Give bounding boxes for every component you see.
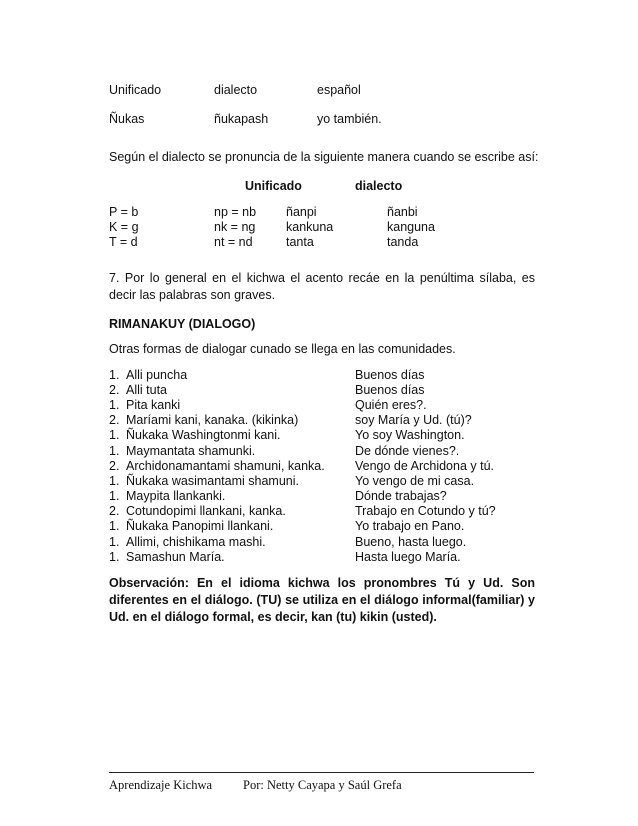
dialog-speaker-number: 1. (109, 368, 120, 382)
footer-divider (109, 772, 534, 773)
dialog-speaker-number: 1. (109, 444, 120, 458)
dialog-kichwa: Maypita llankanki. (126, 489, 226, 503)
dialog-spanish: Hasta luego María. (355, 550, 461, 564)
pron-rule1: K = g (109, 220, 139, 234)
dialog-speaker-number: 2. (109, 504, 120, 518)
dialog-spanish: Dónde trabajas? (355, 489, 447, 503)
dialog-kichwa: Maríami kani, kanaka. (kikinka) (126, 413, 299, 427)
dialog-spanish: Vengo de Archidona y tú. (355, 459, 494, 473)
dialog-row (109, 383, 535, 398)
observation-paragraph: Observación: En el idioma kichwa los pronombres Tú y Ud. Son diferentes en el diálogo. (TU) se utiliza en el diálogo informal(familiar) y Ud. en el diálogo formal, es decir, kan (tu) kikin (usted). (109, 576, 535, 624)
dialog-kichwa: Archidonamantami shamuni, kanka. (126, 459, 325, 473)
dialog-row (109, 413, 535, 428)
pron-rule2: nt = nd (214, 235, 253, 249)
dialog-speaker-number: 1. (109, 474, 120, 488)
dialog-spanish: De dónde vienes?. (355, 444, 460, 458)
dialog-kichwa: Alli tuta (126, 383, 167, 397)
dialog-spanish: soy María y Ud. (tú)? (355, 413, 472, 427)
dialog-speaker-number: 1. (109, 398, 120, 412)
dialog-spanish: Trabajo en Cotundo y tú? (355, 504, 496, 518)
footer-left: Aprendizaje Kichwa (109, 778, 213, 792)
pron-rule2: nk = ng (214, 220, 256, 234)
pron-rule1: T = d (109, 235, 138, 249)
dialog-kichwa: Alli puncha (126, 368, 188, 382)
dialog-row (109, 504, 535, 519)
dialog-row (109, 489, 535, 504)
pron-unificado: kankuna (286, 220, 334, 234)
point-7-paragraph: 7. Por lo general en el kichwa el acento recáe en la penúltima sílaba, es decir las palabras son graves. (109, 271, 535, 302)
dialog-row (109, 535, 535, 550)
header-row-espanol: yo también. (317, 112, 382, 126)
pron-unificado: ñanpi (286, 205, 317, 219)
header-row-dialecto: ñukapash (214, 112, 269, 126)
dialog-speaker-number: 1. (109, 519, 120, 533)
dialog-intro: Otras formas de dialogar cunado se llega en las comunidades. (109, 342, 456, 356)
dialog-speaker-number: 2. (109, 459, 120, 473)
dialog-row (109, 368, 535, 383)
dialog-speaker-number: 2. (109, 413, 120, 427)
dialog-speaker-number: 1. (109, 489, 120, 503)
dialog-spanish: Quién eres?. (355, 398, 427, 412)
dialog-row (109, 459, 535, 474)
header-row-unificado: Ñukas (109, 112, 145, 126)
pron-unificado: tanta (286, 235, 314, 249)
dialog-speaker-number: 2. (109, 383, 120, 397)
dialog-spanish: Yo soy Washington. (355, 428, 465, 442)
pron-dialecto: kanguna (387, 220, 435, 234)
dialog-spanish: Yo vengo de mi casa. (355, 474, 475, 488)
dialog-kichwa: Allimi, chishikama mashi. (126, 535, 266, 549)
dialog-row (109, 550, 535, 565)
pron-header-unificado: Unificado (245, 179, 302, 193)
dialog-kichwa: Cotundopimi llankani, kanka. (126, 504, 286, 518)
pron-dialecto: ñanbi (387, 205, 418, 219)
dialog-spanish: Yo trabajo en Pano. (355, 519, 465, 533)
dialog-speaker-number: 1. (109, 428, 120, 442)
dialog-kichwa: Ñukaka wasimantami shamuni. (126, 474, 299, 488)
dialog-row (109, 428, 535, 443)
header-col-dialecto: dialecto (214, 83, 258, 97)
pron-dialecto: tanda (387, 235, 419, 249)
footer-right: Por: Netty Cayapa y Saúl Grefa (243, 778, 402, 792)
header-col-espanol: español (317, 83, 361, 97)
dialog-speaker-number: 1. (109, 550, 120, 564)
dialog-spanish: Buenos días (355, 368, 425, 382)
dialog-row (109, 444, 535, 459)
dialog-row (109, 398, 535, 413)
dialog-kichwa: Ñukaka Washingtonmi kani. (126, 428, 281, 442)
dialog-kichwa: Ñukaka Panopimi llankani. (126, 519, 274, 533)
dialog-row (109, 474, 535, 489)
dialog-speaker-number: 1. (109, 535, 120, 549)
intro-text: Según el dialecto se pronuncia de la siguiente manera cuando se escribe así: (109, 150, 539, 164)
dialog-spanish: Bueno, hasta luego. (355, 535, 467, 549)
dialog-kichwa: Pita kanki (126, 398, 181, 412)
pron-rule2: np = nb (214, 205, 257, 219)
section-title: RIMANAKUY (DIALOGO) (109, 317, 256, 331)
pron-header-dialecto: dialecto (355, 179, 403, 193)
dialog-spanish: Buenos días (355, 383, 425, 397)
dialog-row (109, 519, 535, 534)
header-col-unificado: Unificado (109, 83, 162, 97)
pron-rule1: P = b (109, 205, 139, 219)
dialog-kichwa: Maymantata shamunki. (126, 444, 256, 458)
dialog-kichwa: Samashun María. (126, 550, 225, 564)
